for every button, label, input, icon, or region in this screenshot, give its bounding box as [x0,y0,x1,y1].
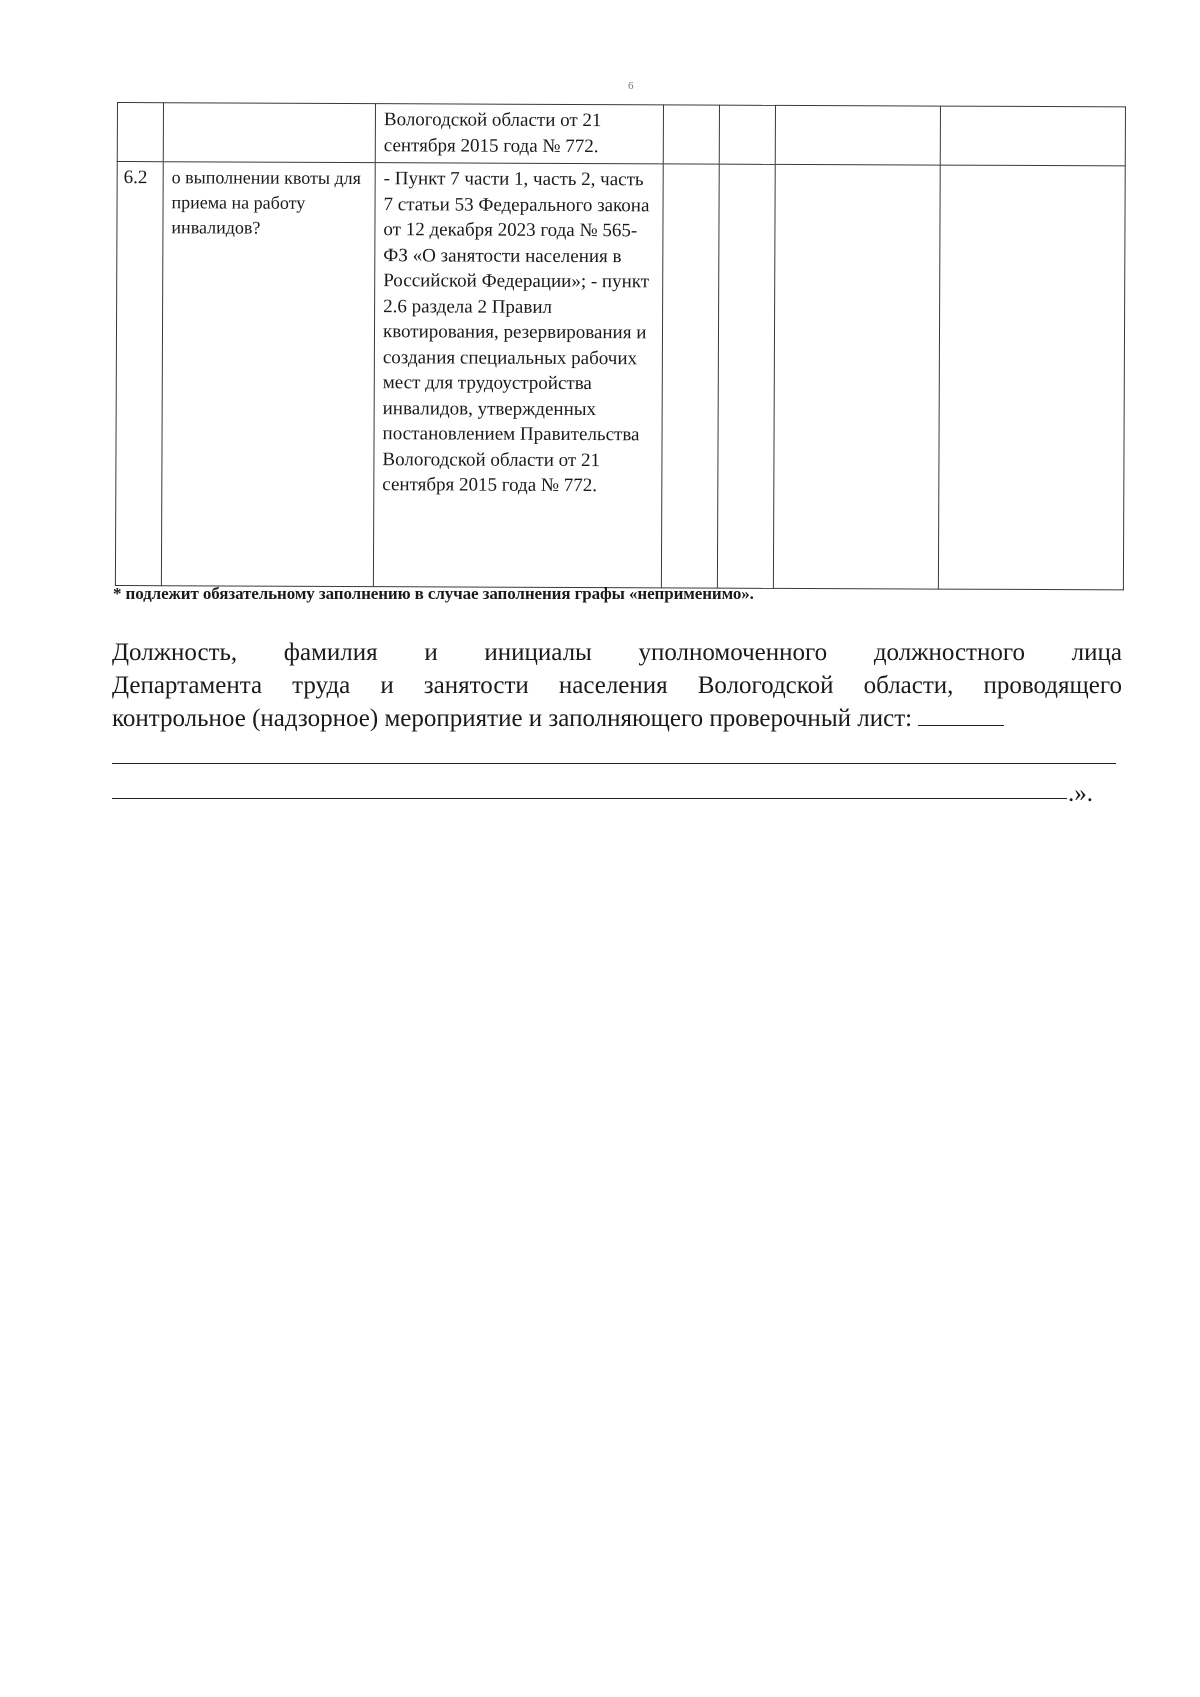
table-row [115,162,1125,590]
row-number: 6.2 [115,162,163,586]
footnote: * подлежит обязательному заполнению в случае заполнения графы «неприменимо». [113,584,754,603]
signature-text-line-3-label: контрольное (надзорное) мероприятие и заполняющего проверочный лист: [112,705,913,732]
signature-blank-inline [918,703,1004,726]
answer-yes-cell [661,164,719,588]
signature-fill-line-2 [112,798,1067,799]
signature-block [112,636,1122,735]
signature-text-line-3 [112,702,1122,735]
answer-no-cell [717,164,775,588]
signature-text-line-2: Департамента труда и занятости населения Вологодской области, проводящего [112,672,1122,699]
answer-yes-cell [663,105,719,164]
signature-fill-line-1 [112,763,1116,764]
answer-not-applicable-cell [775,105,940,165]
row-legal-basis: - Пункт 7 части 1, часть 2, часть 7 статьи 53 Федерального закона от 12 декабря 2023 года № 565-ФЗ «О занятости населения в Российской Федерации»; - пункт 2.6 раздела 2 Правил квотирования, резервирования и создания специальных рабочих мест для трудоустройства инвалидов, утвержденных постановлением Правительства Вологодской области от 21 сентября 2015 года № 772. [373,163,663,588]
page-number: 6 [628,80,634,92]
row-question: о выполнении квоты для приема на работу инвалидов? [161,162,375,587]
row-number [117,103,163,162]
row-question [163,103,375,163]
answer-no-cell [719,105,775,164]
checklist-table [115,102,1126,590]
closing-quote-mark: .». [1068,780,1093,807]
note-cell [938,165,1125,590]
table-row [117,103,1125,166]
note-cell [940,106,1125,166]
signature-text-line-1: Должность, фамилия и инициалы уполномоченного должностного лица [112,639,1122,666]
answer-not-applicable-cell [773,164,940,589]
row-legal-basis: Вологодской области от 21 сентября 2015 года № 772. [375,104,663,164]
